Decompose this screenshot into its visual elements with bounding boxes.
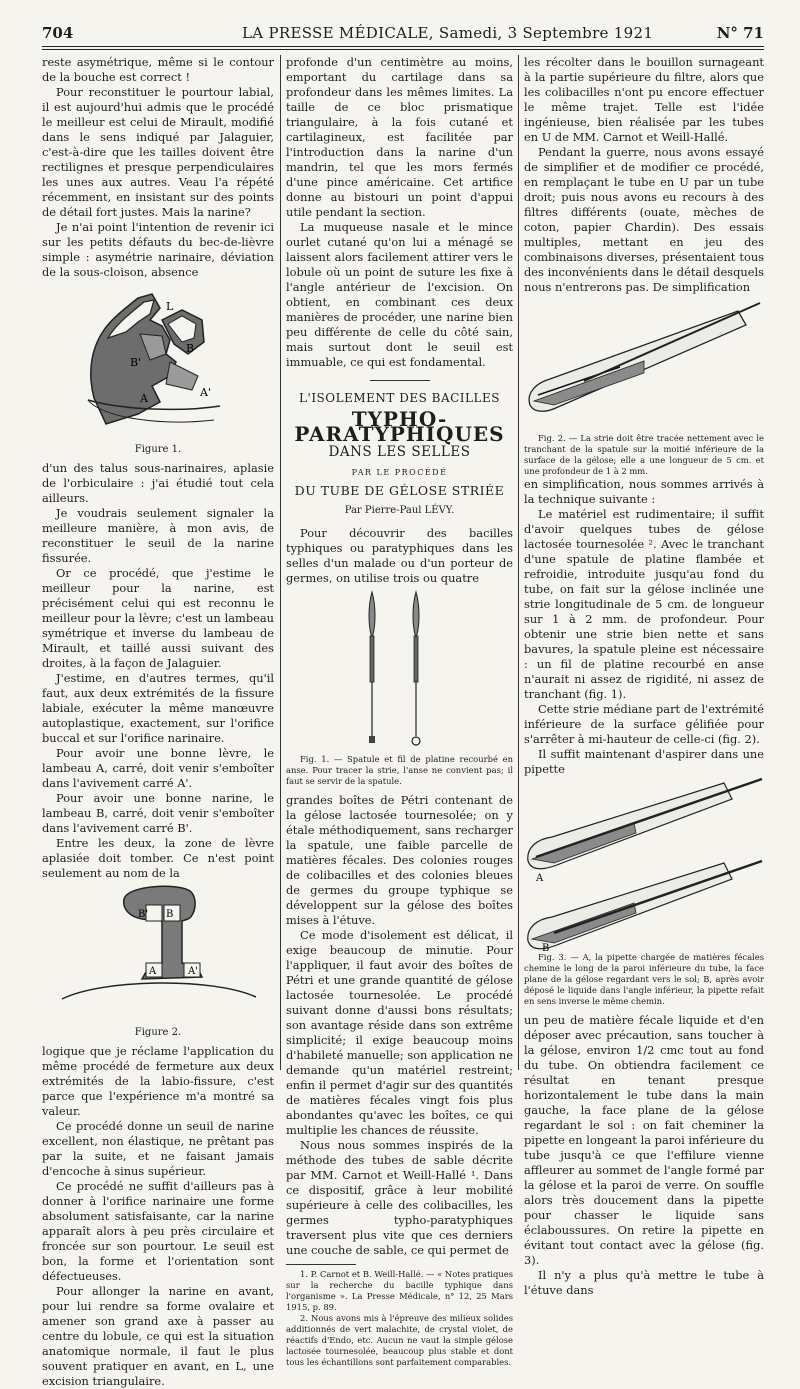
paragraph: Il n'y a plus qu'à mettre le tube à l'étuve dans <box>524 1268 764 1297</box>
paragraph: Le matériel est rudimentaire; il suffit d'avoir quelques tubes de gélose lactosée tournesolée ². Avec le tranchant d'une spatule de platine flambée et refroidie, introduite jusqu'au fond du tube, on fait sur la gélose inclinée une strie longitudinale de 5 cm. de longueur sur 1 à 2 mm. de profondeur. Pour obtenir une strie bien nette et sans bavures, la spatule pleine est nécessaire : un fil de platine recourbé en anse n'aurait ni assez de rigidité, ni assez de tranchant (fig. 1). <box>524 507 764 701</box>
column-3 <box>524 55 764 1298</box>
paragraph: en simplification, nous sommes arrivés à la technique suivante : <box>524 477 764 506</box>
paragraph: logique que je réclame l'application du même procédé de fermeture aux deux extrémités de la labio-fissure, c'est parce que l'expérience m'a montré sa valeur. <box>42 1044 274 1118</box>
article-title-block <box>286 380 513 518</box>
figure-3-caption: Fig. 3. — A, la pipette chargée de matières fécales chemine le long de la paroi inférieure du tube, la face plane de la gélose regardant vers le sol; B, après avoir déposé le liquide dans l'angle inférieur, la pipette refait en sens inverse le même chemin. <box>524 952 764 1006</box>
figure-2-flap-diagram <box>42 881 274 1040</box>
figure-3-pipette <box>524 777 764 1007</box>
article-author: Par Pierre-Paul LÉVY. <box>344 505 455 516</box>
paragraph: Pour avoir une bonne lèvre, le lambeau A, carré, doit venir s'emboîter dans l'avivement carré A'. <box>42 746 274 790</box>
label-L: L <box>166 300 174 313</box>
label-A-prime: A' <box>188 966 198 977</box>
paragraph: Pour avoir une bonne narine, le lambeau B, carré, doit venir s'emboîter dans l'avivement carré B'. <box>42 791 274 835</box>
column-2 <box>286 55 513 1368</box>
column-rule <box>518 55 519 1070</box>
figure-1-lip-diagram <box>42 280 274 457</box>
paragraph: Ce mode d'isolement est délicat, il exige beaucoup de minutie. Pour l'appliquer, il faut avoir des boîtes de Pétri et une grande quantité de gélose lactosée tournesolée. Le procédé suivant donne d'aussi bons résultats; son avantage réside dans son extrême simplicité; il exige beaucoup moins d'habileté manuelle; son application ne demande qu'un matériel restreint; enfin il permet d'agir sur des quantités de matières fécales vingt fois plus abondantes qu'avec les boîtes, ce qui multiplie les chances de réussite. <box>286 928 513 1137</box>
column-rule <box>280 55 281 1070</box>
figure-2-caption: Figure 2. <box>134 1027 182 1038</box>
article-title-line-5: DU TUBE DE GÉLOSE STRIÉE <box>294 483 505 498</box>
label-A: A <box>536 873 544 884</box>
label-A: A <box>149 966 157 977</box>
header-rule-double <box>42 49 764 50</box>
label-B-prime: B' <box>138 909 149 920</box>
figure-2-tube-strie <box>524 295 764 477</box>
figure-1-spatula-wire <box>286 586 513 787</box>
paragraph: Ce procédé ne suffit d'ailleurs pas à donner à l'orifice narinaire une forme absolument satisfaisante, car la narine apparaît alors à peu près circulaire et froncée sur son pourtour. Le seuil est bon, la forme et l'orientation sont défectueuses. <box>42 1179 274 1283</box>
paragraph: Je voudrais seulement signaler la meilleure manière, à mon avis, de reconstituer le seuil de la narine fissurée. <box>42 506 274 565</box>
article-title-line-1: L'ISOLEMENT DES BACILLES <box>299 391 500 405</box>
figure-1-caption: Figure 1. <box>134 444 182 455</box>
label-B: B <box>166 909 174 920</box>
paragraph: reste asymétrique, même si le contour de la bouche est correct ! <box>42 55 274 84</box>
journal-title-date: LA PRESSE MÉDICALE, Samedi, 3 Septembre 1921 <box>242 24 654 42</box>
footnote-1: 1. P. Carnot et B. Weill-Hallé. — « Notes pratiques sur la recherche du bacille typhique dans l'organisme ». La Presse Médicale, n° 12, 25 Mars 1915, p. 89. <box>286 1269 513 1312</box>
article-title-line-3: DANS LES SELLES <box>328 444 471 460</box>
paragraph: Cette strie médiane part de l'extrémité inférieure de la surface gélifiée pour s'arrêter à mi-hauteur de celle-ci (fig. 2). <box>524 702 764 746</box>
paragraph: Or ce procédé, que j'estime le meilleur pour la narine, est précisément celui qui est reconnu le meilleur pour la lèvre; c'est un lambeau symétrique et inverse du lambeau de Mirault, et taillé aussi suivant des droites, à la façon de Jalaguier. <box>42 566 274 670</box>
article-title-line-4: PAR LE PROCÉDÉ <box>351 468 448 477</box>
paragraph: Pour découvrir des bacilles typhiques ou paratyphiques dans les selles d'un malade ou d'un porteur de germes, on utilise trois ou quatre <box>286 526 513 585</box>
column-1 <box>42 55 274 1389</box>
header-rule <box>42 46 764 47</box>
label-B: B <box>186 342 195 355</box>
paragraph: Pour reconstituer le pourtour labial, il est aujourd'hui admis que le procédé le meilleur est celui de Mirault, modifié dans le sens indiqué par Jalaguier, c'est-à-dire que les tailles doivent être rectilignes et presque perpendiculaires les unes aux autres. Veau l'a répété récemment, en insistant sur des points de détail fort justes. Mais la narine? <box>42 85 274 219</box>
paragraph: Pour allonger la narine en avant, pour lui rendre sa forme ovalaire et amener son grand axe à passer au centre du lobule, ce qui est la situation anatomique normale, il faut le plus souvent pratiquer en avant, en L, une excision triangulaire. <box>42 1284 274 1388</box>
article-title-line-2: TYPHO-PARATYPHIQUES <box>294 407 505 446</box>
label-B: B <box>542 943 550 952</box>
paragraph: les récolter dans le bouillon surnageant à la partie supérieure du filtre, alors que les colibacilles n'ont pu encore effectuer le même trajet. Telle est l'idée ingénieuse, bien réalisée par les tubes en U de MM. Carnot et Weill-Hallé. <box>524 55 764 144</box>
page-number: 704 <box>42 24 74 42</box>
paragraph: J'estime, en d'autres termes, qu'il faut, aux deux extrémités de la fissure labiale, exécuter la même manœuvre autoplastique, exactement, sur l'orifice buccal et sur l'orifice narinaire. <box>42 671 274 745</box>
paragraph: grandes boîtes de Pétri contenant de la gélose lactosée tournesolée; on y étale méthodiquement, sans recharger la spatule, une faible parcelle de matières fécales. Des colonies rouges de colibacilles et des colonies bleues de germes du groupe typhique se développent sur la gélose des boîtes mises à l'étuve. <box>286 793 513 927</box>
figure-1-caption: Fig. 1. — Spatule et fil de platine recourbé en anse. Pour tracer la strie, l'anse ne convient pas; il faut se servir de la spatule. <box>286 754 513 786</box>
paragraph: Il suffit maintenant d'aspirer dans une pipette <box>524 747 764 776</box>
label-B-prime: B' <box>130 356 142 369</box>
paragraph: Entre les deux, la zone de lèvre aplasiée doit tomber. Ce n'est point seulement au nom de la <box>42 836 274 880</box>
label-A: A <box>140 392 148 405</box>
figure-2-caption: Fig. 2. — La strie doit être tracée nettement avec le tranchant de la spatule sur la moitié inférieure de la surface de la gélose; elle a une longueur de 5 cm. et une profondeur de 1 à 2 mm. <box>524 433 764 476</box>
paragraph: Pendant la guerre, nous avons essayé de simplifier et de modifier ce procédé, en remplaçant le tube en U par un tube droit; puis nous avons eu recours à des filtres différents (ouate, mèches de coton, papier Chardin). Des essais multiples, mettant en jeu des combinaisons diverses, présentaient tous des inconvénients dans le détail desquels nous n'entrerons pas. De simplification <box>524 145 764 294</box>
paragraph: profonde d'un centimètre au moins, emportant du cartilage dans sa profondeur dans les mêmes limites. La taille de ce bloc prismatique triangulaire, à la fois cutané et cartilagineux, est facilitée par l'introduction dans la narine d'un mandrin, tel que les mors fermés d'une pince américaine. Cet artifice donne au bistouri un point d'appui utile pendant la section. <box>286 55 513 219</box>
paragraph: La muqueuse nasale et le mince ourlet cutané qu'on lui a ménagé se laissent alors facilement attirer vers le lobule où un point de suture les fixe à l'angle antérieur de l'excision. On obtient, en combinant ces deux manières de procéder, une narine bien peu différente de celle du côté sain, mais surtout dont le seuil est immuable, ce qui est fondamental. <box>286 220 513 369</box>
paragraph: Nous nous sommes inspirés de la méthode des tubes de sable décrite par MM. Carnot et Weill-Hallé ¹. Dans ce dispositif, grâce à leur mobilité supérieure à celle des colibacilles, les germes typho-paratyphiques traversent plus vite que ces derniers une couche de sable, ce qui permet de <box>286 1138 513 1257</box>
footnote-2: 2. Nous avons mis à l'épreuve des milieux solides additionnés de vert malachite, de crystal violet, de réactifs d'Endo, etc. Aucun ne vaut la simple gélose lactosée tournesolée, beaucoup plus stable et dont tous les échantillons sont parfaitement comparables. <box>286 1313 513 1367</box>
title-rule <box>370 380 430 381</box>
running-header <box>42 18 764 46</box>
footnote-rule <box>286 1264 356 1265</box>
issue-number: N° 71 <box>716 24 764 42</box>
label-A-prime: A' <box>200 386 211 399</box>
paragraph: Je n'ai point l'intention de revenir ici sur les petits défauts du bec-de-lièvre simple : asymétrie narinaire, déviation de la sous-cloison, absence <box>42 220 274 279</box>
paragraph: d'un des talus sous-narinaires, aplasie de l'orbiculaire : j'ai étudié tout cela ailleurs. <box>42 461 274 505</box>
paragraph: un peu de matière fécale liquide et d'en déposer avec précaution, sans toucher à la gélose, environ 1/2 cmc tout au fond du tube. On obtiendra facilement ce résultat en tenant presque horizontalement le tube dans la main gauche, la face plane de la gélose regardant le sol : on fait cheminer la pipette en longeant la paroi inférieure du tube jusqu'à ce que l'effilure vienne affleurer au sommet de l'angle formé par la gélose et la paroi de verre. On souffle alors très doucement dans la pipette pour chasser le liquide sans éclaboussures. On retire la pipette en évitant tout contact avec la gélose (fig. 3). <box>524 1013 764 1267</box>
paragraph: Ce procédé donne un seuil de narine excellent, non élastique, ne prêtant pas par la suite, et ne faisant jamais d'encoche à sinus supérieur. <box>42 1119 274 1178</box>
